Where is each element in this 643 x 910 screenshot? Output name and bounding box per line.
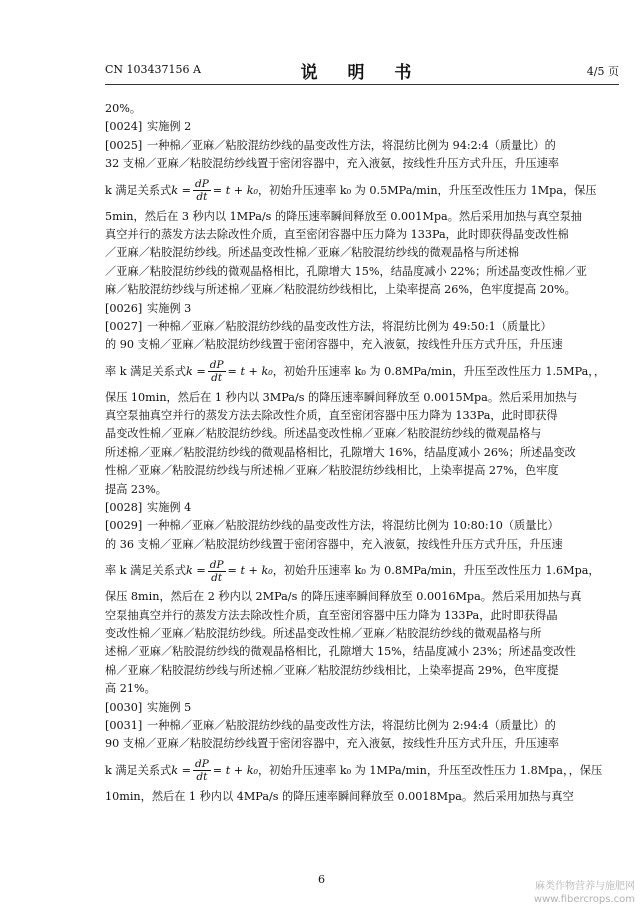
paragraph-number: [0027]: [105, 319, 143, 333]
heading-text: 实施例 4: [147, 501, 192, 515]
watermark-line: www.fibercrops.com: [533, 894, 635, 905]
text-line: 所述棉／亚麻／粘胶混纺纱线的微观晶格相比，孔隙增大 16%，结晶度减小 26%；所述晶变改: [105, 445, 576, 459]
text-line: 一种棉／亚麻／粘胶混纺纱线的晶变改性方法，将混纺比例为 49:50:1（质量比）: [147, 319, 552, 333]
paragraph-number: [0026]: [105, 301, 143, 315]
paragraph-heading: [105, 699, 619, 717]
paragraph-start: [105, 517, 619, 535]
text-segment: 率 k 满足关系式: [105, 364, 187, 378]
header-rule: [105, 84, 619, 85]
formula-fraction: [208, 559, 226, 584]
text-line: 空泵抽真空并行的蒸发方法去除改性介质，直至密闭容器中压力降为 133Pa，此时即获得晶: [105, 608, 558, 622]
text-segment: ，初始升压速率 k₀ 为 0.5MPa/min，升压至改性压力 1Mpa，保压: [257, 183, 597, 197]
paragraph-number: [0025]: [105, 138, 143, 152]
formula-denominator: dt: [211, 372, 223, 385]
formula-eq: =: [181, 763, 191, 777]
document-body: [105, 100, 619, 806]
formula-fraction: [208, 359, 226, 384]
text-line: 性棉／亚麻／粘胶混纺纱线与所述棉／亚麻／粘胶混纺纱线相比，上染率提高 27%，色牢度: [105, 464, 559, 478]
text-line: 晶变改性棉／亚麻／粘胶混纺纱线。所述晶变改性棉／亚麻／粘胶混纺纱线的微观晶格与: [105, 427, 542, 441]
text-segment: 率 k 满足关系式: [105, 564, 187, 578]
text-segment: k 满足关系式: [105, 183, 172, 197]
text-line: 32 支棉／亚麻／粘胶混纺纱线置于密闭容器中，充入液氨，按线性升压方式升压，升压速率: [105, 157, 560, 171]
document-title: 说 明 书: [300, 63, 424, 83]
text-segment: ，初始升压速率 k₀ 为 0.8MPa/min，升压至改性压力 1.6Mpa，: [272, 564, 600, 578]
paragraph-start: [105, 318, 619, 336]
formula-rhs: = t + k₀: [227, 564, 273, 578]
rate-formula: [171, 754, 258, 788]
text-line: 的 36 支棉／亚麻／粘胶混纺纱线置于密闭容器中，充入液氨，按线性升压方式升压，升压速: [105, 537, 563, 551]
formula-rhs: = t + k₀: [212, 763, 258, 777]
formula-numerator: dP: [209, 558, 224, 571]
heading-text: 实施例 5: [147, 700, 192, 714]
heading-text: 实施例 3: [147, 301, 192, 315]
formula-numerator: dP: [195, 178, 209, 191]
text-line: 90 支棉／亚麻／粘胶混纺纱线置于密闭容器中，充入液氨，按线性升压方式升压，升压速率: [105, 737, 560, 751]
formula-fraction: [193, 758, 211, 783]
paragraph-number: [0029]: [105, 519, 143, 533]
formula-lhs: k: [171, 183, 179, 197]
paragraph-start: [105, 717, 619, 735]
text-line: 保压 10min，然后在 1 秒内以 3MPa/s 的降压速率瞬间释放至 0.0015Mpa。然后采用加热与: [105, 390, 578, 404]
formula-line: [105, 554, 619, 588]
formula-eq: =: [181, 183, 191, 197]
paragraph-start: [105, 137, 619, 155]
formula-rhs: = t + k₀: [227, 364, 273, 378]
text-line: 述棉／亚麻／粘胶混纺纱线的微观晶格相比，孔隙增大 15%，结晶度减小 23%；所述晶变改性: [105, 645, 576, 659]
text-line: 真空泵抽真空并行的蒸发方法去除改性介质，直至密闭容器中压力降为 133Pa，此时即获得: [105, 409, 558, 423]
formula-rhs: = t + k₀: [212, 183, 258, 197]
paragraph-heading: [105, 300, 619, 318]
formula-denominator: dt: [196, 191, 208, 204]
text-line: 一种棉／亚麻／粘胶混纺纱线的晶变改性方法，将混纺比例为 10:80:10（质量比）: [147, 519, 559, 533]
paragraph-number: [0030]: [105, 700, 143, 714]
watermark-line: 麻类作物营养与施肥网: [535, 881, 635, 892]
text-segment: ，初始升压速率 k₀ 为 1MPa/min，升压至改性压力 1.8Mpa，，保压: [257, 763, 603, 777]
paragraph-number: [0031]: [105, 718, 143, 732]
formula-fraction: [193, 178, 211, 203]
rate-formula: [186, 554, 273, 588]
formula-numerator: dP: [209, 359, 224, 372]
formula-denominator: dt: [196, 771, 208, 784]
paragraph-heading: [105, 118, 619, 136]
watermark: [534, 880, 635, 906]
text-line: ／亚麻／粘胶混纺纱线。所述晶变改性棉／亚麻／粘胶混纺纱线的微观晶格与所述棉: [105, 246, 519, 260]
text-line: 一种棉／亚麻／粘胶混纺纱线的晶变改性方法，将混纺比例为 2:94:4（质量比）的: [147, 718, 556, 732]
text-line: 5min，然后在 3 秒内以 1MPa/s 的降压速率瞬间释放至 0.001Mpa。然后采用加热与真空泵抽: [105, 209, 582, 223]
text-line: 提高 23%。: [105, 482, 167, 496]
text-line: 20%。: [105, 102, 142, 115]
text-line: 保压 8min，然后在 2 秒内以 2MPa/s 的降压速率瞬间释放至 0.0016Mpa。然后采用加热与真: [105, 590, 582, 604]
formula-eq: =: [196, 364, 206, 378]
page-number: 6: [318, 873, 325, 886]
paragraph-heading: [105, 499, 619, 517]
text-segment: ，初始升压速率 k₀ 为 0.8MPa/min，升压至改性压力 1.5MPa，，: [272, 364, 606, 378]
text-line: 一种棉／亚麻／粘胶混纺纱线的晶变改性方法，将混纺比例为 94:2:4（质量比）的: [147, 138, 556, 152]
text-line: 10min，然后在 1 秒内以 4MPa/s 的降压速率瞬间释放至 0.0018Mpa。然后采用加热与真空: [105, 789, 574, 803]
formula-numerator: dP: [195, 758, 209, 771]
text-line: 的 90 支棉／亚麻／粘胶混纺纱线置于密闭容器中，充入液氨，按线性升压方式升压，升压速: [105, 338, 563, 352]
rate-formula: [186, 355, 273, 389]
text-line: 变改性棉／亚麻／粘胶混纺纱线。所述晶变改性棉／亚麻／粘胶混纺纱线的微观晶格与所: [105, 626, 542, 640]
rate-formula: [171, 174, 258, 208]
formula-lhs: k: [186, 564, 193, 578]
paragraph-number: [0024]: [105, 120, 143, 134]
text-line: 高 21%。: [105, 682, 156, 696]
text-line: 棉／亚麻／粘胶混纺纱线与所述棉／亚麻／粘胶混纺纱线相比，上染率提高 29%，色牢度提: [105, 663, 559, 677]
formula-line: [105, 754, 619, 788]
text-line: ／亚麻／粘胶混纺纱线的微观晶格相比，孔隙增大 15%，结晶度减小 22%；所述晶变改性棉／亚: [105, 264, 587, 278]
page-indicator: 4/5 页: [586, 65, 619, 78]
formula-denominator: dt: [211, 571, 223, 584]
document-number: CN 103437156 A: [105, 63, 201, 76]
formula-line: [105, 355, 619, 389]
formula-line: [105, 174, 619, 208]
text-segment: k 满足关系式: [105, 763, 172, 777]
formula-lhs: k: [171, 763, 179, 777]
text-line: 麻／粘胶混纺纱线与所述棉／亚麻／粘胶混纺纱线相比，上染率提高 26%，色牢度提高 20%。: [105, 283, 576, 297]
page-header: [105, 58, 619, 83]
formula-eq: =: [196, 564, 206, 578]
paragraph-number: [0028]: [105, 501, 143, 515]
heading-text: 实施例 2: [147, 120, 192, 134]
formula-lhs: k: [186, 364, 193, 378]
text-line: 真空并行的蒸发方法去除改性介质，直至密闭容器中压力降为 133Pa，此时即获得晶变改性棉: [105, 227, 569, 241]
